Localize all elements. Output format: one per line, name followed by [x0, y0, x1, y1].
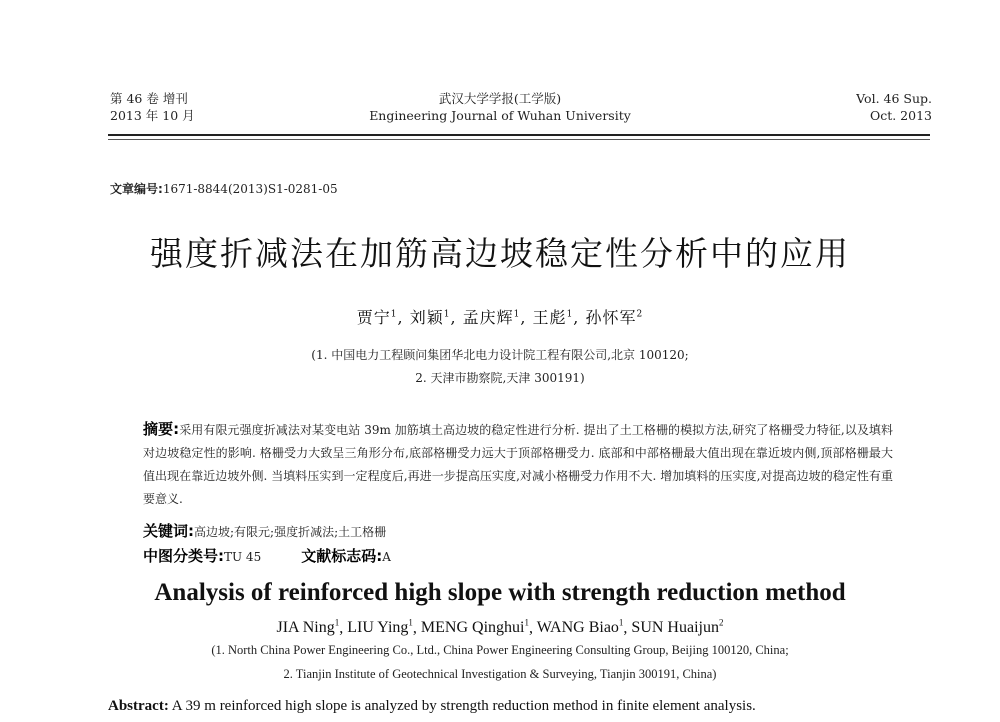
abstract-cn-text: 采用有限元强度折减法对某变电站 39m 加筋填土高边坡的稳定性进行分析. 提出了土工格栅的模拟方法,研究了格栅受力特征,以及填料对边坡稳定性的影响. 格栅受力大致呈三角形分布,底部格栅受力远大于顶部格栅受力. 底部和中部格栅最大值出现在靠近坡内侧,顶部格栅最大值出现在靠近边坡外侧. 当填料压实到一定程度后,再进一步提高压实度,对减小格栅受力作用不大. 增加填料的压实度,对提高边坡的稳定性有重要意义.	[143, 423, 894, 506]
affiliation-en-2: 2. Tianjin Institute of Geotechnical Investigation & Surveying, Tianjin 300191, China)	[283, 667, 717, 681]
abstract-en-label: Abstract:	[108, 698, 169, 714]
authors-cn: 贾宁$^1$, 刘颖$^1$, 孟庆辉$^1$, 王彪$^1$, 孙怀军$^2$	[356, 308, 644, 327]
author-cn: 王彪$^1$	[532, 308, 574, 327]
affiliation-cn-1: (1. 中国电力工程顾问集团华北电力设计院工程有限公司,北京 100120;	[311, 348, 689, 362]
journal-name-en: Engineering Journal of Wuhan University	[369, 108, 631, 123]
article-number-value: 1671-8844(2013)S1-0281-05	[162, 182, 338, 196]
header-rule-thin	[108, 139, 930, 140]
article-number-label: 文章编号:	[110, 182, 163, 196]
author-en: LIU Ying$^1$	[347, 618, 413, 637]
abstract-cn-label: 摘要:	[143, 420, 180, 438]
doc-code-label: 文献标志码:	[301, 547, 383, 565]
keywords-cn	[143, 520, 386, 541]
affiliation-en-1: (1. North China Power Engineering Co., Ltd., China Power Engineering Consulting Group, Beijing 100120, China;	[211, 643, 789, 657]
author-cn: 刘颖$^1$	[409, 308, 451, 327]
authors-en: JIA Ning$^1$, LIU Ying$^1$, MENG Qinghui$^1$, WANG Biao$^1$, SUN Huaijun$^2$	[276, 618, 724, 637]
keywords-cn-text: 高边坡;有限元;强度折减法;土工格栅	[194, 525, 387, 539]
author-en: MENG Qinghui$^1$	[420, 618, 529, 637]
abstract-en	[108, 698, 756, 715]
publication-date-en: Oct. 2013	[869, 108, 932, 123]
affiliation-cn-2: 2. 天津市勘察院,天津 300191)	[415, 371, 585, 385]
keywords-cn-label: 关键词:	[143, 522, 194, 540]
clc-value: TU 45	[224, 550, 262, 564]
publication-date-cn: 2013 年 10 月	[110, 108, 195, 123]
author-en: WANG Biao$^1$	[536, 618, 624, 637]
author-cn: 贾宁$^1$	[356, 308, 398, 327]
author-cn: 孙怀军$^2$	[585, 308, 644, 327]
journal-volume-info-en	[856, 90, 932, 124]
volume-issue: 第 46 卷 增刊	[110, 91, 188, 106]
abstract-en-text: A 39 m reinforced high slope is analyzed by strength reduction method in finite element analysis.	[171, 698, 756, 714]
clc-label: 中图分类号:	[143, 547, 224, 565]
doc-code-value: A	[382, 550, 391, 564]
volume-en: Vol. 46 Sup.	[856, 91, 932, 106]
author-en: SUN Huaijun$^2$	[631, 618, 724, 637]
abstract-cn	[143, 418, 893, 511]
title-cn: 强度折减法在加筋高边坡稳定性分析中的应用	[150, 234, 850, 273]
journal-name-cn: 武汉大学学报(工学版)	[438, 91, 562, 106]
header-rule-thick	[108, 134, 930, 136]
title-en: Analysis of reinforced high slope with strength reduction method	[154, 579, 846, 606]
article-number	[110, 180, 338, 197]
author-cn: 孟庆辉$^1$	[462, 308, 521, 327]
journal-name	[0, 90, 1000, 124]
classification	[143, 545, 391, 566]
author-en: JIA Ning$^1$	[276, 618, 340, 637]
